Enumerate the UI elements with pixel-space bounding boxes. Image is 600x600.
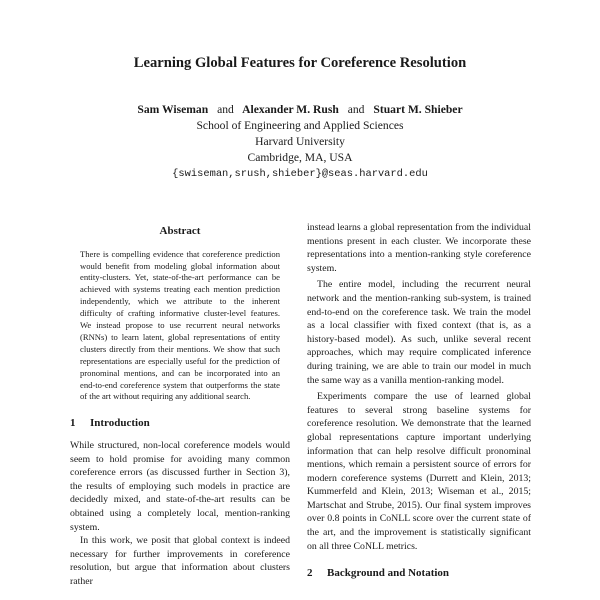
section-number: 1 — [70, 417, 76, 430]
left-column — [70, 225, 290, 589]
author-names — [0, 102, 600, 118]
intro-paragraph-2: In this work, we posit that global context is indeed necessary for further improvements in coreference resolution, but argue that information about clusters rather — [70, 535, 290, 587]
author-separator: and — [347, 103, 365, 116]
author-2: Alexander M. Rush — [242, 103, 339, 116]
section-number: 2 — [307, 567, 313, 580]
paper-title: Learning Global Features for Coreference Resolution — [133, 55, 467, 71]
abstract-text: There is compelling evidence that coreference prediction would benefit from modeling global information about entity-clusters. Yet, state-of-the-art performance can be achieved with systems treating each mention prediction independently, which we attribute to the inherent difficulty of crafting informative cluster-level features. We instead propose to use recurrent neural networks (RNNs) to learn latent, global representations of entity clusters directly from their mentions. We show that such representations are especially useful for the prediction of pronominal mentions, and can be incorporated into an end-to-end coreference system that outperforms the state of the art without requiring any additional search. — [80, 248, 280, 402]
section-heading-background — [307, 567, 531, 581]
author-email: {swiseman,srush,shieber}@seas.harvard.edu — [172, 168, 428, 180]
university: Harvard University — [255, 135, 345, 148]
section-title: Introduction — [90, 417, 150, 430]
author-1: Sam Wiseman — [137, 103, 209, 116]
body-paragraph-2: The entire model, including the recurrent neural network and the mention-ranking sub-system, is trained end-to-end on the coreference task. We train the model as a local classifier with fixed context (that is, as a history-based model). As such, unlike several recent approaches, which may require complicated inference during training, we are able to train our model in much the same way as a vanilla mention-ranking model. — [307, 279, 531, 386]
right-column — [307, 221, 531, 589]
abstract-heading: Abstract — [159, 225, 201, 237]
body-paragraph-1: instead learns a global representation from the individual mentions present in each cluster. We incorporate these representations into a mention-ranking style coreference system. — [307, 222, 531, 274]
intro-paragraph-1: While structured, non-local coreference models would seem to hold promise for avoiding many common coreference errors (as discussed further in Section 3), the results of employing such models in practice are decidedly mixed, and state-of-the-art results can be obtained using a completely local, mention-ranking system. — [70, 439, 290, 533]
author-3: Stuart M. Shieber — [373, 103, 463, 116]
body-paragraph-3: Experiments compare the use of learned global features to several strong baseline systems for coreference resolution. We demonstrate that the learned global representations capture important underlying information that can help resolve difficult pronominal mentions, which remain a persistent source of errors for modern coreference systems (Durrett and Klein, 2013; Kummerfeld and Klein, 2013; Wiseman et al., 2015; Martschat and Strube, 2015). Our final system improves over 0.8 points in CoNLL score over the current state of the art, and the improvement is statistically significant on all three CoNLL metrics. — [307, 391, 531, 552]
location: Cambridge, MA, USA — [247, 151, 353, 164]
author-block — [0, 102, 600, 182]
author-separator: and — [217, 103, 234, 116]
section-heading-introduction — [70, 417, 290, 431]
affiliation: School of Engineering and Applied Sciences — [196, 119, 404, 132]
section-title: Background and Notation — [327, 567, 450, 580]
